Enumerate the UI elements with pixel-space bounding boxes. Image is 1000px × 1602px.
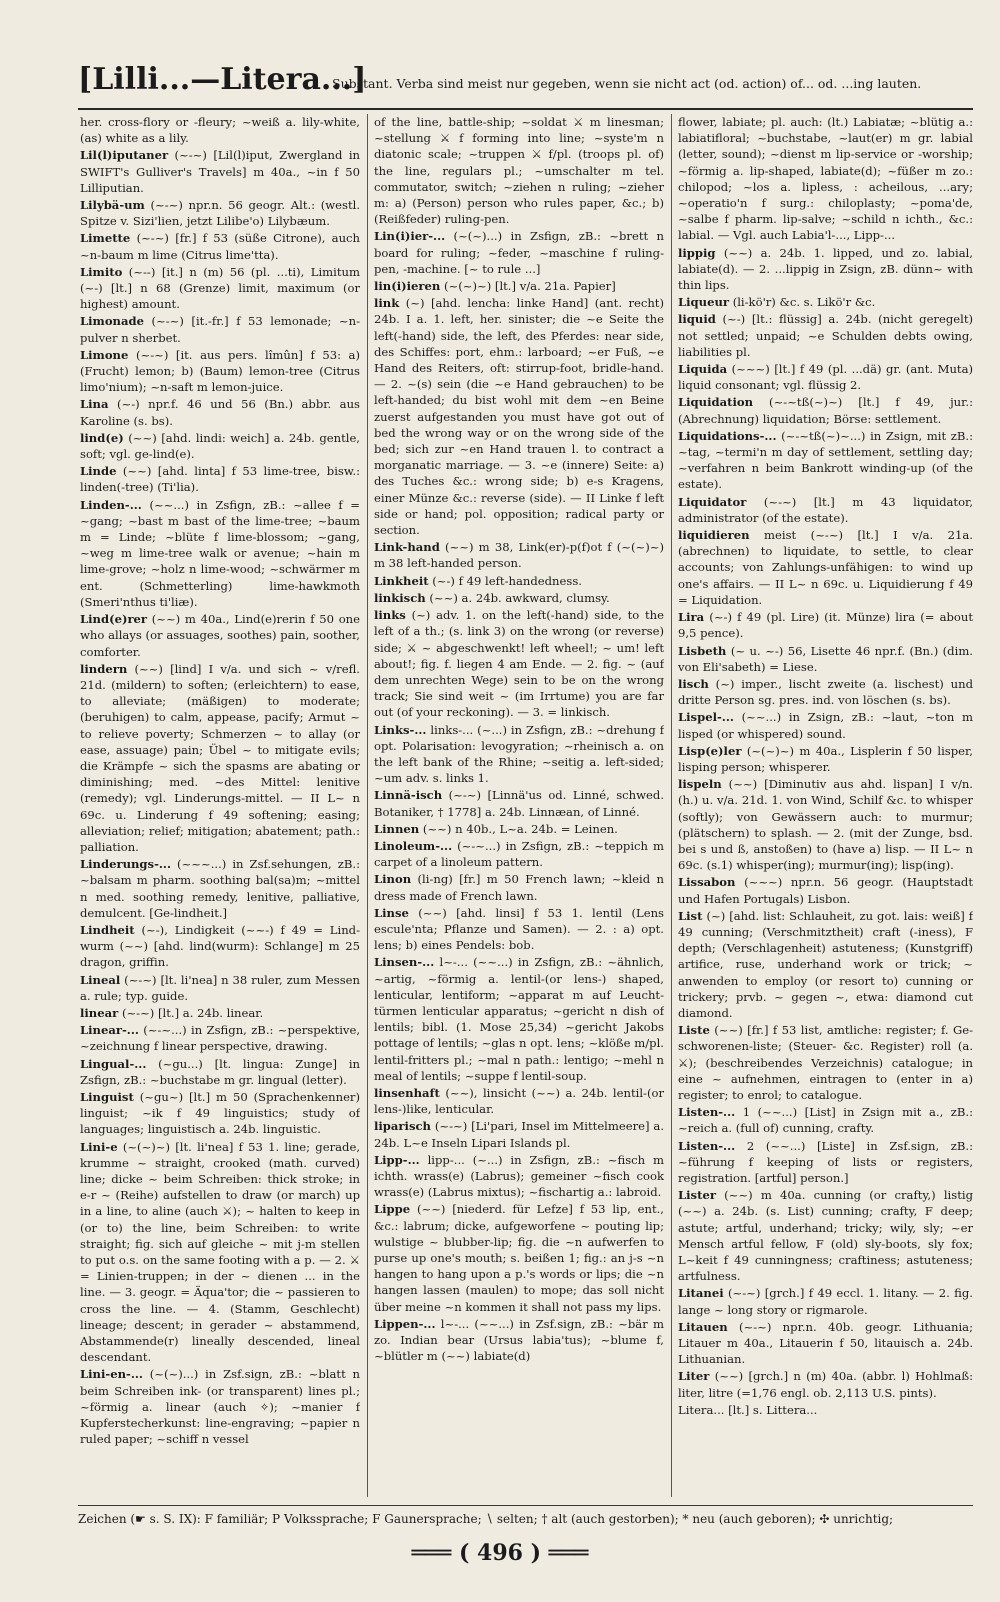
dictionary-entry <box>374 607 664 720</box>
headword: Linon <box>374 872 412 887</box>
entry-text: (~-) f 49 (pl. Lire) (it. Münze) lira (= about 9,5 pence). <box>678 610 973 641</box>
dictionary-entry <box>678 609 973 641</box>
headword: Lil(l)iputaner <box>80 148 169 163</box>
dictionary-entry <box>678 1285 973 1317</box>
headword: lisch <box>678 676 709 691</box>
dictionary-entry <box>80 430 360 462</box>
headword: liquid <box>678 312 716 327</box>
entry-text: meist (~-~) [lt.] I v/a. 21a. (abrechnen) to liquidate, to settle, to clear accounts; von Zahlungs-unfähigen: to wind up one's affairs. — II L~ n 69c. u. Liquidierung f 49 = Liquidation. <box>678 528 973 607</box>
headword: Lineal <box>80 972 121 987</box>
dictionary-entry <box>80 1089 360 1138</box>
dictionary-entry <box>80 1139 360 1366</box>
entry-text: l~-... (~~...) in Zsf.sign, zB.: ~bär m zo. Indian bear (Ursus labia'tus); ~blume f, ~blütler m (~~) labiate(d) <box>374 1316 664 1364</box>
entry-text: (~-~tß(~)~) [lt.] f 49, jur.: (Abrechnung) liquidation; Börse: settlement. <box>678 395 973 426</box>
headword: Lindheit <box>80 922 135 937</box>
dictionary-entry <box>678 1402 973 1418</box>
headword: Listen-... <box>678 1105 736 1120</box>
entry-text: (~~) [grch.] n (m) 40a. (abbr. l) Hohlmaß: liter, litre (=1,76 engl. ob. 2,113 U.S. pints). <box>678 1369 973 1400</box>
headword: Litauen <box>678 1319 728 1334</box>
dictionary-entry <box>374 1316 664 1365</box>
entry-text: (~-~) [grch.] f 49 eccl. 1. litany. — 2. fig. lange ~ long story or rigmarole. <box>678 1286 973 1317</box>
entry-text: 2 (~~...) [Liste] in Zsf.sign, zB.: ~führung f keeping of lists or registers, registration. [artful] person.] <box>678 1138 973 1185</box>
headword: link <box>374 296 400 311</box>
entry-text: links-... (~...) in Zsfign, zB.: ~drehung f opt. Polarisation: levogyration; ~rheinisch a. on the left bank of the Rhine; ~seitig a. left-sided; ~um adv. s. links 1. <box>374 722 664 786</box>
dictionary-entry <box>80 313 360 345</box>
entry-text: (~~~...) in Zsf.sehungen, zB.: ~balsam m pharm. soothing bal(sa)m; ~mittel n med. soothing remedy, lenitive, palliative, demulcent. [Ge-lindheit.] <box>80 857 360 920</box>
headword: Linkheit <box>374 573 429 588</box>
entry-text: (~) adv. 1. on the left(-hand) side, to the left of a th.; (s. link 3) on the wrong (or reverse) side; ⚔ ~ abgeschwenkt! left wheel!; ~ um! left about!; fig. f. liegen 4 am Ende. — 2. fig. ~ (auf dem unrechten Wege) sein to be on the wrong track; Sie sind weit ~ (im Irrtume) you are far out (of your reckoning). — 3. = linkisch. <box>374 608 664 720</box>
dictionary-entry <box>374 905 664 954</box>
headword: Liter <box>678 1369 710 1384</box>
headword: lin(i)ieren <box>374 279 441 294</box>
entry-text: (~-~) npr.n. 40b. geogr. Lithuania; Litauer m 40a., Litauerin f 50, litauisch a. 24b. Lithuanian. <box>678 1319 973 1367</box>
entry-text: (~-~) [Linnä'us od. Linné, schwed. Botaniker, † 1778] a. 24b. Linnæan, of Linné. <box>374 788 664 819</box>
column-divider <box>671 114 672 1497</box>
dictionary-entry <box>678 776 973 873</box>
headword: List <box>678 908 703 923</box>
entry-text: (~-~) [Lil(l)iput, Zwergland in SWIFT's Gulliver's Travels] m 40a., ~in f 50 Lilliputian. <box>80 148 360 195</box>
dictionary-entry <box>678 908 973 1021</box>
entry-text: (~-~) [lt.] m 43 liquidator, administrator (of the estate). <box>678 494 973 525</box>
entry-text: (~~) n 40b., L~a. 24b. = Leinen. <box>422 821 618 836</box>
headword: Listen-... <box>678 1138 736 1153</box>
entry-text: (~) [ahd. lencha: linke Hand] (ant. recht) 24b. I a. 1. left, her. sinister; die ~e Seite the left(-hand) side, the left, des Pferdes: near side, des Schiffes: port, ehm.: larboard; ~er Fuß, ~e Hand des Reiters, oft: stirrup-foot, bridle-hand. — 2. ~(s) sein (die ~e Hand gebrauchen) to be left-handed; du bist wohl mit dem ~en Beine zuerst aufgestanden you must have got out of bed the wrong way or on the wrong side of the bed; sich zur ~en Hand trauen l. to contract a morganatic marriage. — 3. ~e (innere) Seite: a) des Tuches &c.: wrong side; b) e-s Kragens, einer Münze &c.: reverse (side). — II Linke f left side or hand; pol. opposition; radical party or section. <box>374 296 664 538</box>
entry-text: 1 (~~...) [List] in Zsign mit a., zB.: ~reich a. (full of) cunning, crafty. <box>678 1105 973 1136</box>
dictionary-entry <box>678 361 973 393</box>
entry-text: (~(~)~) [lt.] v/a. 21a. Papier] <box>444 279 616 294</box>
entry-text: (li-ng) [fr.] m 50 French lawn; ~kleid n dress made of French lawn. <box>374 872 664 903</box>
headword: Lippe <box>374 1202 411 1217</box>
dictionary-entry <box>80 661 360 855</box>
entry-text: (~~) [ahd. lindi: weich] a. 24b. gentle, soft; vgl. ge-lind(e). <box>80 430 360 462</box>
entry-text: (~-~) npr.n. 56 geogr. Alt.: (westl. Spitze v. Sizi'lien, jetzt Lilibe'o) Lilybæum. <box>80 198 360 229</box>
entry-text: (~~~) [lt.] f 49 (pl. ...dä) gr. (ant. Muta) liquid consonant; vgl. flüssig 2. <box>678 362 973 393</box>
dictionary-entry <box>80 347 360 396</box>
dictionary-entry <box>678 1187 973 1284</box>
dictionary-entry <box>374 278 664 294</box>
dictionary-entry <box>374 295 664 538</box>
dictionary-entry <box>678 114 973 244</box>
dictionary-entry <box>678 294 973 310</box>
entry-text: (~gu...) [lt. lingua: Zunge] in Zsfign, zB.: ~buchstabe m gr. lingual (letter). <box>80 1056 360 1087</box>
headword: Lisp(e)ler <box>678 743 742 758</box>
dictionary-entry <box>374 539 664 571</box>
entry-text: (~-~...) in Zsfign, zB.: ~teppich m carpet of a linoleum pattern. <box>374 838 664 870</box>
headword: Link-hand <box>374 540 440 555</box>
symbol-legend: Zeichen (☛ s. S. IX): F familiär; P Volkssprache; F Gaunersprache; ∖ selten; † alt (auch gestorben); * neu (auch geboren); ✣ unrichtig; <box>78 1505 973 1526</box>
entry-text: (~-~...) in Zsfign, zB.: ~perspektive, ~zeichnung f linear perspective, drawing. <box>80 1023 360 1054</box>
dictionary-entry <box>678 428 973 493</box>
dictionary-entry <box>374 573 664 589</box>
headword: Lisbeth <box>678 643 727 658</box>
headword: Lilybä-um <box>80 198 145 213</box>
dictionary-entry <box>678 1104 973 1136</box>
entry-text: (~-) [lt.: flüssig] a. 24b. (nicht geregelt) not settled; unpaid; ~e Schulden debts owing, liabilities pl. <box>678 312 973 359</box>
entry-text: (~~) m 40a., Lind(e)rerin f 50 one who allays (or assuages, soothes) pain, soother, comforter. <box>80 612 360 659</box>
dictionary-entry <box>374 838 664 870</box>
dictionary-entry <box>374 114 664 227</box>
headword: Limette <box>80 231 131 246</box>
headword: Liqueur <box>678 295 730 310</box>
headword: lindern <box>80 661 128 676</box>
headword: Lipp-... <box>374 1152 420 1167</box>
headword: Limonade <box>80 314 144 329</box>
entry-text: (~-) f 49 left-handedness. <box>432 573 582 588</box>
dictionary-entry <box>374 871 664 903</box>
dictionary-entry <box>678 527 973 608</box>
dictionary-entry <box>374 1201 664 1314</box>
dictionary-entry <box>678 1368 973 1400</box>
entry-text: (~~~) npr.n. 56 geogr. (Hauptstadt und Hafen Portugals) Lisbon. <box>678 875 973 906</box>
entry-text: (~-~) [lt.] a. 24b. linear. <box>121 1005 264 1020</box>
entry-text: (~~) [niederd. für Lefze] f 53 lip, ent., &c.: labrum; dicke, aufgeworfene ~ pouting lip; wulstige ~ blubber-lip; fig. die ~n aufwerfen to purse up one's mouth; s. beißen 1; fig.: an j-s ~n hangen to hang upon a p.'s words or lips; die ~n hangen lassen (maulen) to mope; das soll nicht über meine ~n kommen it shall not pass my lips. <box>374 1202 664 1314</box>
entry-text: (~~) [lind] I v/a. und sich ~ v/refl. 21d. (mildern) to soften; (erleichtern) to ease, to alleviate; (mäßigen) to moderate; (beruhigen) to calm, appease, pacify; Armut ~ to relieve poverty; Schmerzen ~ to allay (or ease, assuage) pain; Übel ~ to mitigate evils; die Krämpfe ~ sich the spasms are abating or diminishing; med. ~des Mittel: lenitive (remedy); vgl. Linderungs-mittel. — II L~ n 69c. u. Linderung f 49 softening; easing; alleviation; relief; mitigation; abatement; path.: palliation. <box>80 661 360 854</box>
headword: Linguist <box>80 1089 134 1104</box>
dictionary-entry <box>678 874 973 906</box>
headword: Liquida <box>678 362 728 377</box>
headword: Linden-... <box>80 497 142 512</box>
column-1 <box>80 114 360 1497</box>
entry-text: (~(~)~) [lt. li'nea] f 53 1. line; gerade, krumme ~ straight, crooked (math. curved) line; dicke ~ beim Schreiben: thick stroke; in e-r ~ (Reihe) aufstellen to draw (or march) up in a line, to aline (auch ⚔); ~ halten to keep in (or to) the line, beim Schreiben: to write straight; fig. sich auf gleiche ~ mit j-m stellen to put o.s. on the same footing with a p. — 2. ⚔ = Linien-truppen; in der ~ dienen ... in the line. — 3. geogr. = Äqua'tor; die ~ passieren to cross the line. — 4. (Stamm, Geschlecht) lineage; descent; in gerader ~ abstammend, Abstammende(r) lineally descended, lineal descendant. <box>80 1139 360 1365</box>
headword: liparisch <box>374 1119 431 1134</box>
headword: Lina <box>80 397 109 412</box>
entry-text: (~~) a. 24b. 1. lipped, und zo. labial, labiate(d). — 2. ...lippig in Zsign, zB. dünn~ with thin lips. <box>678 245 973 293</box>
headword: Linnen <box>374 821 420 836</box>
headword: Lini-e <box>80 1139 118 1154</box>
headword: Linde <box>80 464 117 479</box>
headword: Linderungs-... <box>80 857 171 872</box>
entry-text: lipp-... (~...) in Zsfign, zB.: ~fisch m ichth. wrass(e) (Labrus); gemeiner ~fisch cook wrass(e) (Labrus mixtus); ~fischartig a.: labroid. <box>374 1152 664 1200</box>
dictionary-entry <box>374 590 664 606</box>
entry-text: (~ u. ~-) 56, Lisette 46 npr.f. (Bn.) (dim. von Eli'sabeth) = Liese. <box>678 643 973 674</box>
headword: Liquidations-... <box>678 428 777 443</box>
entry-text: flower, labiate; pl. auch: (lt.) Labiatæ; ~blütig a.: labiatifloral; ~buchstabe, ~laut(er) m gr. labial (letter, sound); ~dienst m lip-service or -worship; ~förmig a. lip-shaped, labiate(d); ~füßer m zo.: chilopod; ~los a. lipless, : acheilous, ...ary; ~operatio'n f surg.: chiloplasty; ~poma'de, ~salbe f pharm. lip-salve; ~schild n ichth., &c.: labial. — Vgl. auch Labia'l-..., Lipp-... <box>678 115 973 243</box>
headword: links <box>374 608 406 623</box>
entry-text: Litera... [lt.] s. Littera... <box>678 1402 818 1417</box>
headword: linkisch <box>374 590 426 605</box>
entry-text: (~~) [fr.] f 53 list, amtliche: register; f. Ge-schworenen-liste; (Steuer- &c. Register) roll (a. ⚔); (beschreibendes Verzeichnis) catalogue; in eine ~ aufnehmen, eintragen to (enter in a) register; to enrol; to catalogue. <box>678 1023 973 1102</box>
entry-text: (~-~) [lt. li'nea] n 38 ruler, zum Messen a. rule; typ. guide. <box>80 972 360 1003</box>
dictionary-entry <box>80 114 360 146</box>
entry-text: l~-... (~~...) in Zsfign, zB.: ~ähnlich, ~artig, ~förmig a. lentil-(or lens-) shaped, lenticular, lentiform; ~apparat m auf Leucht-türmen lenticular apparatus; ~gericht n dish of lentils; bibl. (1. Mose 25,34) ~gericht Jakobs pottage of lentils; ~glas n opt. lens; ~klöße m/pl. lentil-fritters pl.; ~mal n path.: lentigo; ~mehl n meal of lentils; ~suppe f lentil-soup. <box>374 955 664 1083</box>
entry-text: (~-~) [it.-fr.] f 53 lemonade; ~n-pulver n sherbet. <box>80 314 360 345</box>
dictionary-columns <box>80 114 973 1497</box>
dictionary-entry <box>80 463 360 495</box>
entry-text: (~) [ahd. list: Schlauheit, zu got. lais: weiß] f 49 cunning; (Verschmitztheit) craft (-iness), F depth; (Verschlagenheit) astuteness; (Kunstgriff) artifice, ruse, underhand work or trick; ~ anwenden to employ (or resort to) cunning or trickery; prvb. ~ gegen ~, etwa: diamond cut diamond. <box>678 908 973 1020</box>
dictionary-entry <box>80 497 360 610</box>
header-note: Substant. Verba sind meist nur gegeben, wenn sie nicht act (od. action) of... od. ...ing lauten. <box>332 76 922 91</box>
dictionary-entry <box>678 494 973 526</box>
dictionary-entry <box>374 954 664 1084</box>
headword: liquidieren <box>678 528 750 543</box>
dictionary-entry <box>678 676 973 708</box>
page-number: ═══ ( 496 ) ═══ <box>411 1540 589 1566</box>
headword: Linse <box>374 905 409 920</box>
entry-text: (~~...) in Zsfign, zB.: ~allee f = ~gang; ~bast m bast of the lime-tree; ~baum m = Linde; ~blüte f lime-blossom; ~gang, ~weg m lime-tree walk or avenue; ~hain m lime-grove; ~holz n lime-wood; ~schwärmer m ent. (Schmetterling) lime-hawkmoth (Smeri'nthus ti'liæ). <box>80 497 360 609</box>
entry-text: (~~) [Diminutiv aus ahd. lispan] I v/n. (h.) u. v/a. 21d. 1. von Wind, Schilf &c. to whisper (softly); von Gewässern auch: to murmur; (plätschern) to splash. — 2. (mit der Zunge, bsd. bei s und ß, anstoßen) to (have a) lisp. — II L~ n 69c. (s.1) whisper(ing); murmur(ing); lisp(ing). <box>678 777 973 873</box>
entry-text: (~-~) [Li'pari, Insel im Mittelmeere] a. 24b. L~e Inseln Lipari Islands pl. <box>374 1119 664 1150</box>
entry-text: (~-), Lindigkeit (~~-) f 49 = Lind-wurm (~~) [ahd. lind(wurm): Schlange] m 25 dragon, griffin. <box>80 922 360 970</box>
dictionary-entry <box>80 611 360 660</box>
headword: Links-... <box>374 722 427 737</box>
page-header <box>78 60 973 110</box>
headword: Lingual-... <box>80 1056 147 1071</box>
column-divider <box>367 114 368 1497</box>
headword: lispeln <box>678 777 722 792</box>
entry-text: (~--) [it.] n (m) 56 (pl. ...ti), Limitum (~-) [lt.] n 68 (Grenze) limit, maximum (or highest) amount. <box>80 264 360 312</box>
headword: Lin(i)ier-... <box>374 229 446 244</box>
entry-text: (~-~tß(~)~...) in Zsign, mit zB.: ~tag, ~termi'n m day of settlement, settling day; ~verfahren n beim Bankrott winding-up (of the estate). <box>678 428 973 492</box>
headword: linsenhaft <box>374 1085 440 1100</box>
dictionary-entry <box>374 722 664 787</box>
dictionary-entry <box>80 1022 360 1054</box>
entry-text: (~-~) [fr.] f 53 (süße Citrone), auch ~n-baum m lime (Citrus lime'tta). <box>80 231 360 262</box>
dictionary-entry <box>80 972 360 1004</box>
entry-text: (~-~) [it. aus pers. lîmûn] f 53: a) (Frucht) lemon; b) (Baum) lemon-tree (Citrus limo'nium); ~n-saft m lemon-juice. <box>80 347 360 395</box>
dictionary-entry <box>374 787 664 819</box>
headword: Linoleum-... <box>374 838 453 853</box>
headword: lippig <box>678 245 716 260</box>
headword: Linear-... <box>80 1023 139 1038</box>
headword: Lissabon <box>678 875 736 890</box>
headword: Lispel-... <box>678 710 734 725</box>
headword: Lister <box>678 1188 716 1203</box>
dictionary-entry <box>80 922 360 971</box>
dictionary-entry <box>80 147 360 196</box>
dictionary-entry <box>80 1056 360 1088</box>
headword: Limito <box>80 264 123 279</box>
dictionary-entry <box>678 1138 973 1187</box>
entry-text: (~~) m 40a. cunning (or crafty,) listig (~~) a. 24b. (s. List) cunning; crafty, F deep; astute; artful, underhand; tricky; wily, sly; ~er Mensch artful fellow, F (old) sly-boots, sly fox; L~keit f 49 cunningness; craftiness; astuteness; artfulness. <box>678 1188 973 1284</box>
column-3 <box>678 114 973 1497</box>
entry-text: (~~), linsicht (~~) a. 24b. lentil-(or lens-)like, lenticular. <box>374 1085 664 1117</box>
running-title: [Lilli...—Litera...] <box>78 62 367 97</box>
entry-text: her. cross-flory or -fleury; ~weiß a. lily-white, (as) white as a lily. <box>80 115 360 146</box>
entry-text: (li-kö'r) &c. s. Likö'r &c. <box>732 295 876 310</box>
headword: linear <box>80 1005 119 1020</box>
column-2 <box>374 114 664 1497</box>
dictionary-entry <box>678 1319 973 1368</box>
dictionary-entry <box>80 197 360 229</box>
headword: Limone <box>80 347 129 362</box>
headword: Litanei <box>678 1286 724 1301</box>
entry-text: (~~) a. 24b. awkward, clumsy. <box>429 590 610 605</box>
entry-text: (~(~)...) in Zsfign, zB.: ~brett n board for ruling; ~feder, ~maschine f ruling-pen, -machine. [~ to rule ...] <box>374 229 664 276</box>
entry-text: (~~) [ahd. linsi] f 53 1. lentil (Lens escule'nta; Pflanze und Samen). — 2. : a) opt. lens; b) eines Pendels: bob. <box>374 905 664 953</box>
entry-text: of the line, battle-ship; ~soldat ⚔ m linesman; ~stellung ⚔ f forming into line; ~syste'm n diatonic scale; ~truppen ⚔ f/pl. (troops pl. of) the line, regulars pl.; ~umschalter m tel. commutator, switch; ~ziehen n ruling; ~zieher m: a) (Person) person who rules paper, &c.; b) (Reißfeder) ruling-pen. <box>374 115 664 227</box>
dictionary-entry <box>678 245 973 294</box>
dictionary-entry <box>374 821 664 837</box>
headword: Linnä-isch <box>374 788 443 803</box>
dictionary-entry <box>678 394 973 426</box>
dictionary-entry <box>678 709 973 741</box>
dictionary-entry <box>374 1118 664 1150</box>
dictionary-entry <box>80 264 360 313</box>
headword: Liste <box>678 1023 710 1038</box>
entry-text: (~) imper., lischt zweite (a. lischest) und dritte Person sg. pres. ind. von löschen (s. bs). <box>678 676 973 708</box>
dictionary-entry <box>80 1005 360 1021</box>
headword: Liquidation <box>678 395 754 410</box>
entry-text: (~~) m 38, Link(er)-p(f)ot f (~(~)~) m 38 left-handed person. <box>374 540 664 571</box>
headword: Linsen-... <box>374 955 435 970</box>
headword: lind(e) <box>80 430 124 445</box>
entry-text: (~~...) in Zsign, zB.: ~laut, ~ton m lisped (or whispered) sound. <box>678 710 973 741</box>
dictionary-entry <box>374 228 664 277</box>
dictionary-entry <box>678 311 973 360</box>
dictionary-entry <box>80 396 360 428</box>
dictionary-entry <box>80 1366 360 1447</box>
dictionary-entry <box>678 1022 973 1103</box>
dictionary-entry <box>80 856 360 921</box>
headword: Liquidator <box>678 494 747 509</box>
entry-text: (~(~)...) in Zsf.sign, zB.: ~blatt n beim Schreiben ink- (or transparent) lines pl.; ~förmig a. linear (auch ✧); ~manier f Kupferstecherkunst: line-engraving; ~papier n ruled paper; ~schiff n vessel <box>80 1367 360 1447</box>
entry-text: (~gu~) [lt.] m 50 (Sprachenkenner) linguist; ~ik f 49 linguistics; study of languages; linguistisch a. 24b. linguistic. <box>80 1089 360 1137</box>
entry-text: (~~) [ahd. linta] f 53 lime-tree, bisw.: linden(-tree) (Ti'lia). <box>80 464 360 495</box>
entry-text: (~(~)~) m 40a., Lisplerin f 50 lisper, lisping person; whisperer. <box>678 743 973 774</box>
dictionary-entry <box>374 1152 664 1201</box>
entry-text: (~-) npr.f. 46 und 56 (Bn.) abbr. aus Karoline (s. bs). <box>80 397 360 428</box>
headword: Lini-en-... <box>80 1367 143 1382</box>
headword: Lira <box>678 610 705 625</box>
headword: Lippen-... <box>374 1316 436 1331</box>
dictionary-entry <box>374 1085 664 1117</box>
dictionary-entry <box>678 643 973 675</box>
headword: Lind(e)rer <box>80 612 148 627</box>
dictionary-entry <box>80 230 360 262</box>
dictionary-entry <box>678 743 973 775</box>
